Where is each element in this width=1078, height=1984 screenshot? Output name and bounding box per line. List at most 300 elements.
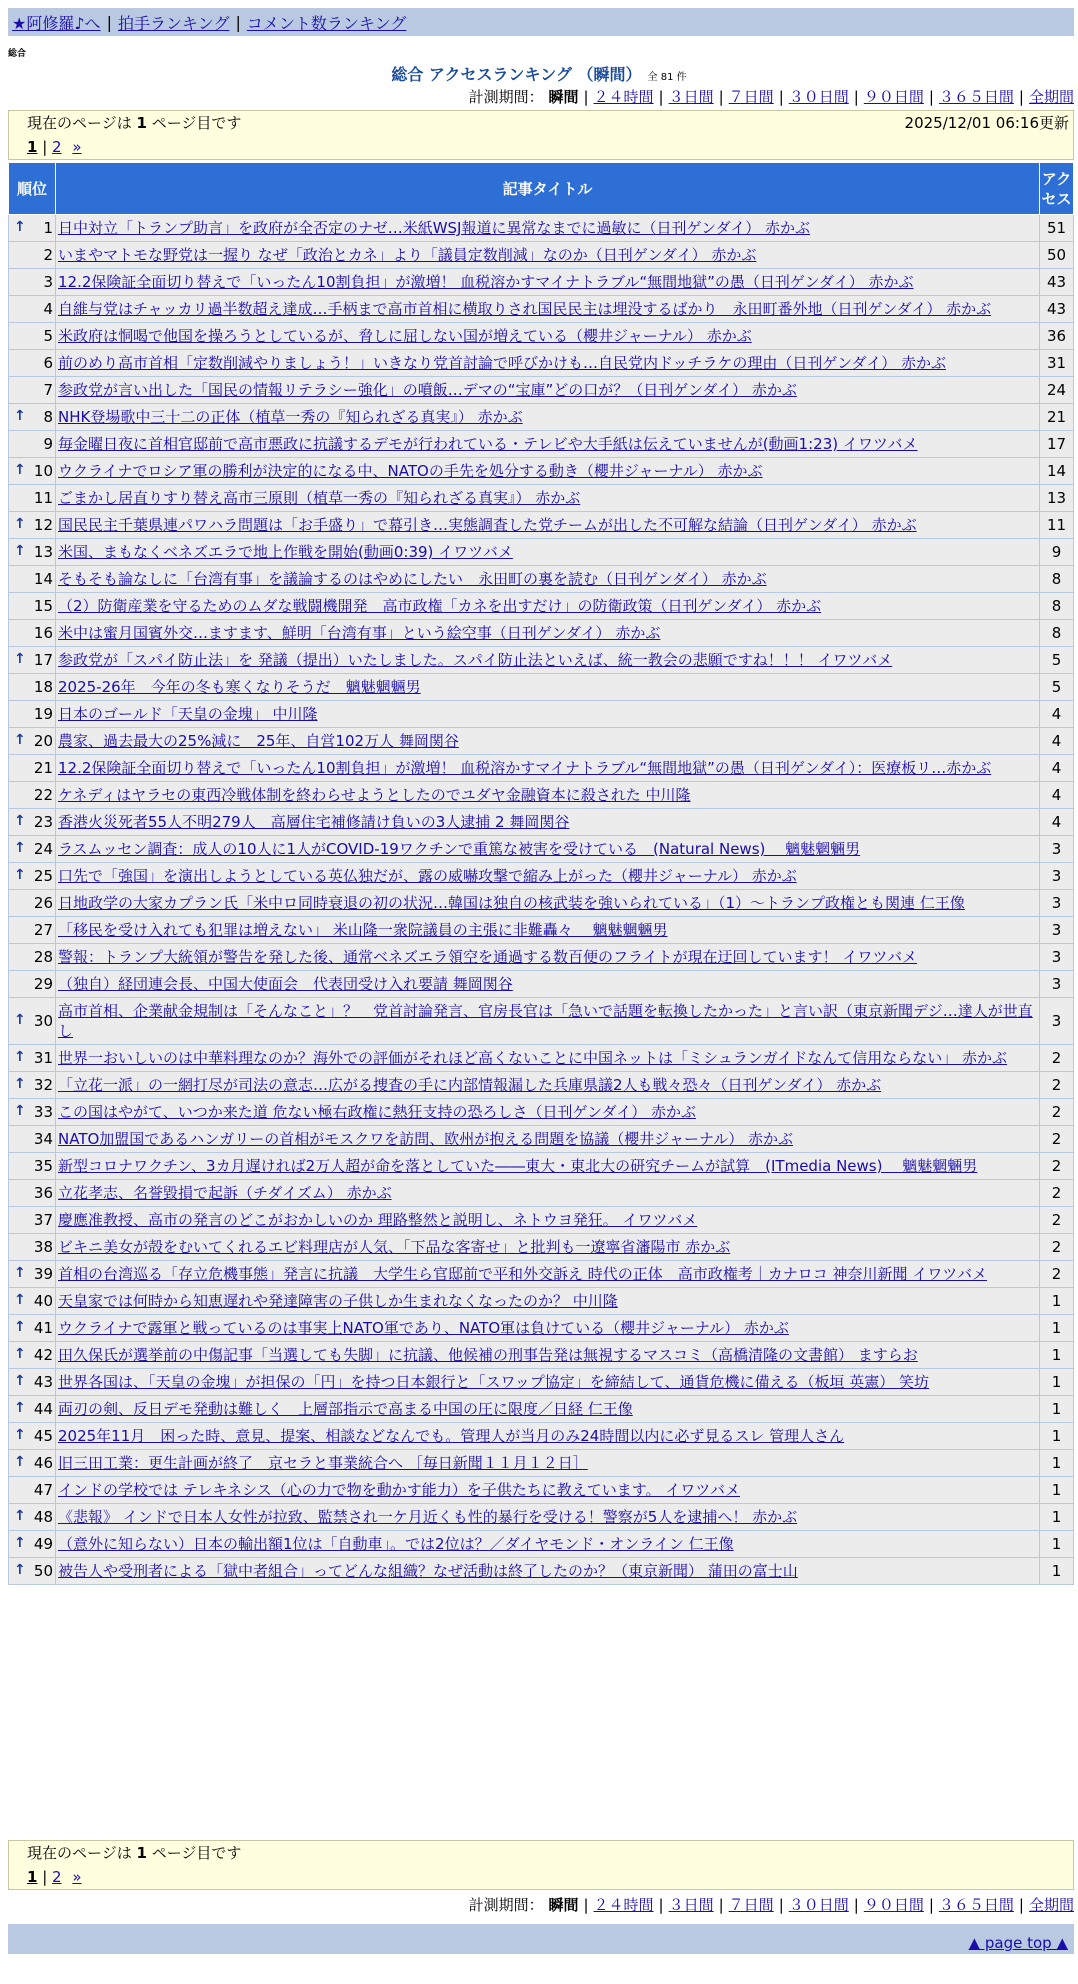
rank-cell [9,1072,56,1099]
page-title [0,62,1078,85]
table-row [9,755,1074,782]
up-arrow-icon: ↑ [14,1103,26,1119]
rank-number: 49 [33,1535,53,1553]
article-link[interactable]: （独自）経団連会長、中国大使面会 代表団受け入れ要請 舞岡関谷 [58,975,513,993]
rank-cell [9,1288,56,1315]
rank-number: 40 [33,1292,53,1310]
table-row [9,566,1074,593]
rank-cell [9,1207,56,1234]
rank-cell [9,998,56,1045]
rank-number: 13 [33,543,53,561]
ranking-table [8,162,1074,1585]
table-row [9,539,1074,566]
article-link[interactable]: 農家、過去最大の25%減に 25年、自営102万人 舞岡関谷 [58,732,459,750]
home-link[interactable]: ★阿修羅♪へ [12,13,101,33]
article-link[interactable]: ケネディはヤラセの東西冷戦体制を終わらせようとしたのでユダヤ金融資本に殺された 中川隆 [58,786,691,804]
article-link[interactable]: 参政党が「スパイ防止法」を 発議（提出）いたしました。スパイ防止法といえば、統一教会の悲願ですね！！！ イワツバメ [58,651,893,669]
ranking-title: 総合 アクセスランキング （瞬間） [391,65,642,84]
period-link-3d[interactable]: ３日間 [668,1896,714,1914]
title-cell [56,377,1040,404]
rank-cell [9,1045,56,1072]
article-link[interactable]: 香港火災死者55人不明279人 高層住宅補修請け負いの3人逮捕 2 舞岡関谷 [58,813,570,831]
article-link[interactable]: 世界各国は、「天皇の金塊」が担保の「円」を持つ日本銀行と「スワップ協定」を締結して、通貨危機に備える（板垣 英憲） 笑坊 [58,1373,929,1391]
access-count: 3 [1040,863,1074,890]
title-cell [56,296,1040,323]
rank-number: 36 [33,1184,53,1202]
access-count: 1 [1040,1531,1074,1558]
table-row [9,485,1074,512]
table-row [9,593,1074,620]
access-count: 4 [1040,701,1074,728]
article-link[interactable]: この国はやがて、いつか来た道 危ない極右政権に熱狂支持の恐ろしさ（日刊ゲンダイ） 赤かぶ [58,1103,697,1121]
period-link-all[interactable]: 全期間 [1028,1896,1074,1914]
table-row [9,242,1074,269]
period-link-365d[interactable]: ３６５日間 [938,1896,1014,1914]
rank-cell [9,1450,56,1477]
title-cell [56,1558,1040,1585]
article-link[interactable]: いまやマトモな野党は一握り なぜ「政治とカネ」より「議員定数削減」なのか（日刊ゲンダイ） 赤かぶ [58,246,757,264]
header-rank: 順位 [9,163,56,215]
title-cell [56,890,1040,917]
rank-number: 35 [33,1157,53,1175]
rank-number: 41 [33,1319,53,1337]
access-count: 1 [1040,1396,1074,1423]
table-row [9,1396,1074,1423]
rank-number: 29 [33,975,53,993]
access-count: 4 [1040,782,1074,809]
up-arrow-icon: ↑ [14,219,26,235]
table-row [9,1423,1074,1450]
table-row [9,1315,1074,1342]
title-cell [56,1207,1040,1234]
access-count: 24 [1040,377,1074,404]
up-arrow-icon: ↑ [14,1319,26,1335]
access-count: 1 [1040,1288,1074,1315]
article-link[interactable]: ごまかし居直りすり替え高市三原則（植草一秀の『知られざる真実』） 赤かぶ [58,489,581,507]
title-cell [56,1072,1040,1099]
period-selector-top: 計測期間： 瞬間 | ２４時間 | ３日間 | ７日間 | ３０日間 | ９０日間 | ３６５日間 | 全期間 [468,88,1074,106]
access-count: 2 [1040,1261,1074,1288]
rank-cell [9,458,56,485]
article-link[interactable]: ラスムッセン調査：成人の10人に1人がCOVID-19ワクチンで重篤な被害を受けている (Natural News) 魑魅魍魎男 [58,840,861,858]
table-row [9,431,1074,458]
rank-cell [9,485,56,512]
title-cell [56,620,1040,647]
table-row [9,377,1074,404]
article-link[interactable]: 日本のゴールド「天皇の金塊」 中川隆 [58,705,318,723]
rank-number: 12 [33,516,53,534]
table-row [9,647,1074,674]
table-row [9,1126,1074,1153]
title-cell [56,215,1040,242]
article-link[interactable]: 米中は蜜月国賓外交…ますます、鮮明「台湾有事」という絵空事（日刊ゲンダイ） 赤かぶ [58,624,661,642]
access-count: 21 [1040,404,1074,431]
rank-number: 43 [33,1373,53,1391]
rank-cell [9,404,56,431]
access-count: 1 [1040,1450,1074,1477]
rank-cell [9,377,56,404]
table-row [9,701,1074,728]
rank-cell [9,863,56,890]
access-count: 43 [1040,296,1074,323]
access-count: 1 [1040,1369,1074,1396]
table-row [9,620,1074,647]
access-count: 2 [1040,1099,1074,1126]
rank-number: 21 [33,759,53,777]
article-link[interactable]: 旧三田工業：更生計画が終了 京セラと事業統合へ ［毎日新聞１１月１２日］ [58,1454,588,1472]
rank-cell [9,836,56,863]
title-cell [56,1504,1040,1531]
rank-number: 17 [33,651,53,669]
rank-cell [9,1477,56,1504]
rank-cell [9,701,56,728]
rank-number: 20 [33,732,53,750]
page-top-link[interactable]: ▲ page top ▲ [968,1934,1068,1952]
rank-cell [9,1423,56,1450]
period-link-7d[interactable]: ７日間 [728,88,774,106]
title-cell [56,431,1040,458]
access-count: 3 [1040,998,1074,1045]
article-link[interactable]: 日地政学の大家カプラン氏「米中ロ同時衰退の初の状況…韓国は独自の核武装を強いられている」（1）～トランプ政権とも関連 仁王像 [58,894,965,912]
article-link[interactable]: 国民民主千葉県連パワハラ問題は「お手盛り」で幕引き…実態調査した党チームが出した不可解な結論（日刊ゲンダイ） 赤かぶ [58,516,917,534]
table-row [9,728,1074,755]
access-count: 4 [1040,809,1074,836]
title-cell [56,1045,1040,1072]
rank-cell [9,890,56,917]
access-count: 2 [1040,1045,1074,1072]
table-row [9,1234,1074,1261]
table-row [9,782,1074,809]
title-cell [56,998,1040,1045]
access-count: 4 [1040,728,1074,755]
table-row [9,458,1074,485]
title-cell [56,971,1040,998]
article-link[interactable]: そもそも論なしに「台湾有事」を議論するのはやめにしたい 永田町の裏を読む（日刊ゲンダイ） 赤かぶ [58,570,767,588]
table-row [9,1045,1074,1072]
period-link-24h[interactable]: ２４時間 [593,88,654,106]
table-row [9,863,1074,890]
rank-cell [9,728,56,755]
rank-cell [9,242,56,269]
article-link[interactable]: ビキニ美女が殻をむいてくれるエビ料理店が人気、「下品な客寄せ」と批判も一遼寧省瀋陽市 赤かぶ [58,1238,731,1256]
rank-cell [9,1261,56,1288]
period-link-30d[interactable]: ３０日間 [788,88,849,106]
article-link[interactable]: 米国、まもなくベネズエラで地上作戦を開始(動画0:39) イワツバメ [58,543,513,561]
rank-cell [9,539,56,566]
article-link[interactable]: 天皇家では何時から知恵遅れや発達障害の子供しか生まれなくなったのか？ 中川隆 [58,1292,618,1310]
rank-cell [9,647,56,674]
pager-next[interactable]: » [72,1868,82,1886]
access-count: 51 [1040,215,1074,242]
rank-cell [9,512,56,539]
rank-number: 37 [33,1211,53,1229]
title-cell [56,836,1040,863]
article-link[interactable]: 警報：トランプ大統領が警告を発した後、通常ベネズエラ領空を通過する数百便のフライトが現在迂回しています！ イワツバメ [58,948,918,966]
updated-time: 2025/12/01 06:16更新 [904,114,1069,132]
table-row [9,917,1074,944]
pager-current: 1 [27,138,38,156]
up-arrow-icon: ↑ [14,462,26,478]
table-row [9,1477,1074,1504]
title-cell [56,1315,1040,1342]
access-count: 8 [1040,620,1074,647]
rank-number: 6 [43,354,53,372]
table-row [9,1558,1074,1585]
ranking-body [9,215,1074,1585]
up-arrow-icon: ↑ [14,1535,26,1551]
page-number: 1 [136,1844,147,1862]
article-link[interactable]: ウクライナで露軍と戦っているのは事実上NATO軍であり、NATO軍は負けている（櫻井ジャーナル） 赤かぶ [58,1319,789,1337]
up-arrow-icon: ↑ [14,1076,26,1092]
table-row [9,1369,1074,1396]
access-count: 11 [1040,512,1074,539]
up-arrow-icon: ↑ [14,867,26,883]
table-row [9,269,1074,296]
title-cell [56,863,1040,890]
rank-cell [9,944,56,971]
access-count: 2 [1040,1234,1074,1261]
article-link[interactable]: 12.2保険証全面切り替えで「いったん10割負担」が激増！ 血税溶かすマイナトラブル“無間地獄”の愚（日刊ゲンダイ） 赤かぶ [58,273,914,291]
total-count: 全 81 件 [647,72,687,83]
period-link-365d[interactable]: ３６５日間 [938,88,1014,106]
article-link[interactable]: 被告人や受刑者による「獄中者組合」ってどんな組織？なぜ活動は終了したのか？（東京新聞） 蒲田の富士山 [58,1562,798,1580]
rank-cell [9,1531,56,1558]
rank-cell [9,1126,56,1153]
title-cell [56,1126,1040,1153]
page-info-text: 現在のページは [27,1844,132,1862]
rank-number: 34 [33,1130,53,1148]
article-link[interactable]: 参政党が言い出した「国民の情報リテラシー強化」の噴飯…デマの“宝庫”どの口が？（日刊ゲンダイ） 赤かぶ [58,381,797,399]
access-count: 2 [1040,1153,1074,1180]
title-cell [56,1423,1040,1450]
article-link[interactable]: 米政府は恫喝で他国を操ろうとしているが、脅しに屈しない国が増えている（櫻井ジャーナル） 赤かぶ [58,327,752,345]
article-link[interactable]: NATO加盟国であるハンガリーの首相がモスクワを訪問、欧州が抱える問題を協議（櫻井ジャーナル） 赤かぶ [58,1130,794,1148]
table-row [9,1450,1074,1477]
table-row [9,674,1074,701]
rank-number: 14 [33,570,53,588]
rank-cell [9,323,56,350]
title-cell [56,1531,1040,1558]
rank-number: 30 [33,1012,53,1030]
title-cell [56,1099,1040,1126]
rank-number: 8 [43,408,53,426]
article-link[interactable]: （意外に知らない）日本の輸出額1位は「自動車」。では2位は？／ダイヤモンド・オンライン 仁王像 [58,1535,734,1553]
rank-cell [9,1099,56,1126]
period-link-24h[interactable]: ２４時間 [593,1896,654,1914]
up-arrow-icon: ↑ [14,732,26,748]
title-cell [56,323,1040,350]
header-title: 記事タイトル [56,163,1040,215]
table-row [9,512,1074,539]
access-count: 1 [1040,1423,1074,1450]
rank-cell [9,971,56,998]
article-link[interactable]: 2025年11月 困った時、意見、提案、相談などなんでも。管理人が当月のみ24時間以内に必ず見るスレ 管理人さん [58,1427,845,1445]
period-link-90d[interactable]: ９０日間 [863,88,924,106]
article-link[interactable]: 首相の台湾巡る「存立危機事態」発言に抗議 大学生ら官邸前で平和外交訴え 時代の正体 高市政権考｜カナロコ 神奈川新聞 イワツバメ [58,1265,988,1283]
article-link[interactable]: インドの学校では テレキネシス（心の力で物を動かす能力）を子供たちに教えています。 イワツバメ [58,1481,740,1499]
pager-page-2[interactable]: 2 [52,1868,62,1886]
title-cell [56,458,1040,485]
access-count: 36 [1040,323,1074,350]
article-link[interactable]: 自維与党はチャッカリ過半数超え達成…手柄まで高市首相に横取りされ国民民主は埋没するばかり 永田町番外地（日刊ゲンダイ） 赤かぶ [58,300,992,318]
article-link[interactable]: ウクライナでロシア軍の勝利が決定的になる中、NATOの手先を処分する動き（櫻井ジャーナル） 赤かぶ [58,462,763,480]
rank-number: 27 [33,921,53,939]
rank-number: 48 [33,1508,53,1526]
category-label: 総合 [8,49,27,59]
rank-cell [9,296,56,323]
article-link[interactable]: 12.2保険証全面切り替えで「いったん10割負担」が激増！ 血税溶かすマイナトラブル“無間地獄”の愚（日刊ゲンダイ）：医療板リ…赤かぶ [58,759,992,777]
period-current: 瞬間 [548,1896,579,1914]
access-count: 3 [1040,890,1074,917]
nav-separator: | [106,12,112,32]
up-arrow-icon: ↑ [14,543,26,559]
up-arrow-icon: ↑ [14,1346,26,1362]
access-count: 13 [1040,485,1074,512]
article-link[interactable]: 立花孝志、名誉毀損で起訴（チダイズム） 赤かぶ [58,1184,392,1202]
title-cell [56,485,1040,512]
rank-number: 22 [33,786,53,804]
title-cell [56,1234,1040,1261]
access-count: 14 [1040,458,1074,485]
up-arrow-icon: ↑ [14,813,26,829]
rank-cell [9,1315,56,1342]
table-row [9,890,1074,917]
page-info-top: 現在のページは 1 ページ目です 2025/12/01 06:16更新 1 | 2 » [8,110,1074,160]
period-selector-bottom: 計測期間： 瞬間 | ２４時間 | ３日間 | ７日間 | ３０日間 | ９０日間 | ３６５日間 | 全期間 [468,1896,1074,1914]
title-cell [56,1180,1040,1207]
article-link[interactable]: 毎金曜日夜に首相官邸前で高市悪政に抗議するデモが行われている・テレビや大手紙は伝えていませんが(動画1:23) イワツバメ [58,435,918,453]
table-row [9,998,1074,1045]
title-cell [56,1261,1040,1288]
rank-number: 11 [33,489,53,507]
rank-number: 50 [33,1562,53,1580]
access-count: 2 [1040,1126,1074,1153]
article-link[interactable]: 「立花一派」の一網打尽が司法の意志…広がる捜査の手に内部情報漏した兵庫県議2人も戦々恐々（日刊ゲンダイ） 赤かぶ [58,1076,882,1094]
rank-number: 32 [33,1076,53,1094]
rank-number: 7 [43,381,53,399]
title-cell [56,1369,1040,1396]
article-link[interactable]: 新型コロナワクチン、3カ月遅ければ2万人超が命を落としていた――東大・東北大の研究チームが試算 (ITmedia News) 魑魅魍魎男 [58,1157,978,1175]
article-link[interactable]: 田久保氏が選挙前の中傷記事「当選しても失脚」に抗議、他候補の刑事告発は無視するマスコミ（高橋清隆の文書館） ますらお [58,1346,918,1364]
title-cell [56,917,1040,944]
up-arrow-icon: ↑ [14,840,26,856]
rank-number: 4 [43,300,53,318]
pager-next[interactable]: » [72,138,82,156]
article-link[interactable]: 口先で「強国」を演出しようとしている英仏独だが、露の威嚇攻撃で縮み上がった（櫻井ジャーナル） 赤かぶ [58,867,797,885]
article-link[interactable]: （2）防衛産業を守るためのムダな戦闘機開発 高市政権「カネを出すだけ」の防衛政策（日刊ゲンダイ） 赤かぶ [58,597,822,615]
access-count: 50 [1040,242,1074,269]
table-row [9,1342,1074,1369]
pager-page-2[interactable]: 2 [52,138,62,156]
rank-cell [9,350,56,377]
rank-number: 38 [33,1238,53,1256]
title-cell [56,944,1040,971]
article-link[interactable]: 慶應准教授、高市の発言のどこがおかしいのか 理路整然と説明し、ネトウヨ発狂。 イワツバメ [58,1211,698,1229]
access-count: 8 [1040,593,1074,620]
period-link-all[interactable]: 全期間 [1028,88,1074,106]
table-row [9,404,1074,431]
rank-number: 1 [43,219,53,237]
rank-number: 45 [33,1427,53,1445]
rank-cell [9,566,56,593]
article-link[interactable]: 高市首相、企業献金規制は「そんなこと」？ 党首討論発言、官房長官は「急いで話題を転換したかった」と言い訳（東京新聞デジ…達人が世直し [58,1002,1033,1040]
header-access: アクセス [1040,163,1074,215]
article-link[interactable]: NHK登場歌中三十二の正体（植草一秀の『知られざる真実』） 赤かぶ [58,408,523,426]
rank-cell [9,1369,56,1396]
access-count: 43 [1040,269,1074,296]
rank-cell [9,1180,56,1207]
access-count: 2 [1040,1207,1074,1234]
title-cell [56,728,1040,755]
title-cell [56,1342,1040,1369]
table-row [9,215,1074,242]
rank-cell [9,620,56,647]
title-cell [56,1450,1040,1477]
table-row [9,1531,1074,1558]
rank-number: 46 [33,1454,53,1472]
up-arrow-icon: ↑ [14,1427,26,1443]
access-count: 1 [1040,1315,1074,1342]
article-link[interactable]: 両刃の剣、反日デモ発動は難しく 上層部指示で高まる中国の圧に限度／日経 仁王像 [58,1400,633,1418]
access-count: 2 [1040,1072,1074,1099]
article-link[interactable]: 2025-26年 今年の冬も寒くなりそうだ 魑魅魍魎男 [58,678,421,696]
rank-cell [9,1153,56,1180]
rank-number: 39 [33,1265,53,1283]
rank-cell [9,755,56,782]
period-label: 計測期間： [468,88,544,106]
page-info-text: ページ目です [151,1844,242,1862]
up-arrow-icon: ↑ [14,1373,26,1389]
pager-current: 1 [27,1868,38,1886]
period-label: 計測期間： [468,1896,544,1914]
rank-number: 23 [33,813,53,831]
title-cell [56,350,1040,377]
article-link[interactable]: 日中対立「トランプ助言」を政府が全否定のナゼ…米紙WSJ報道に異常なまでに過敏に（日刊ゲンダイ） 赤かぶ [58,219,811,237]
article-link[interactable]: 世界一おいしいのは中華料理なのか？海外での評価がそれほど高くないことに中国ネットは「ミシュランガイドなんて信用ならない」 赤かぶ [58,1049,1008,1067]
up-arrow-icon: ↑ [14,1454,26,1470]
title-cell [56,539,1040,566]
rank-cell [9,1342,56,1369]
rank-number: 24 [33,840,53,858]
up-arrow-icon: ↑ [14,651,26,667]
article-link[interactable]: 《悲報》 インドで日本人女性が拉致、監禁され一ケ月近くも性的暴行を受ける！警察が5人を逮捕へ！ 赤かぶ [58,1508,798,1526]
rank-number: 15 [33,597,53,615]
access-count: 31 [1040,350,1074,377]
page-number: 1 [136,114,147,132]
comment-ranking-link[interactable]: コメント数ランキング [246,13,407,33]
period-link-7d[interactable]: ７日間 [728,1896,774,1914]
period-link-90d[interactable]: ９０日間 [863,1896,924,1914]
applause-ranking-link[interactable]: 拍手ランキング [117,13,230,33]
title-cell [56,1288,1040,1315]
page-info-text: 現在のページは [27,114,132,132]
article-link[interactable]: 前のめり高市首相「定数削減やりましょう！」いきなり党首討論で呼びかけも…自民党内ドッチラケの理由（日刊ゲンダイ） 赤かぶ [58,354,946,372]
access-count: 1 [1040,1504,1074,1531]
period-link-30d[interactable]: ３０日間 [788,1896,849,1914]
title-cell [56,242,1040,269]
rank-number: 18 [33,678,53,696]
rank-number: 47 [33,1481,53,1499]
title-cell [56,566,1040,593]
article-link[interactable]: 「移民を受け入れても犯罪は増えない」 米山隆一衆院議員の主張に非難轟々 魑魅魍魎男 [58,921,668,939]
rank-cell [9,1558,56,1585]
access-count: 8 [1040,566,1074,593]
period-link-3d[interactable]: ３日間 [668,88,714,106]
title-cell [56,755,1040,782]
title-cell [56,1477,1040,1504]
rank-cell [9,782,56,809]
top-nav-bar [8,8,1074,36]
